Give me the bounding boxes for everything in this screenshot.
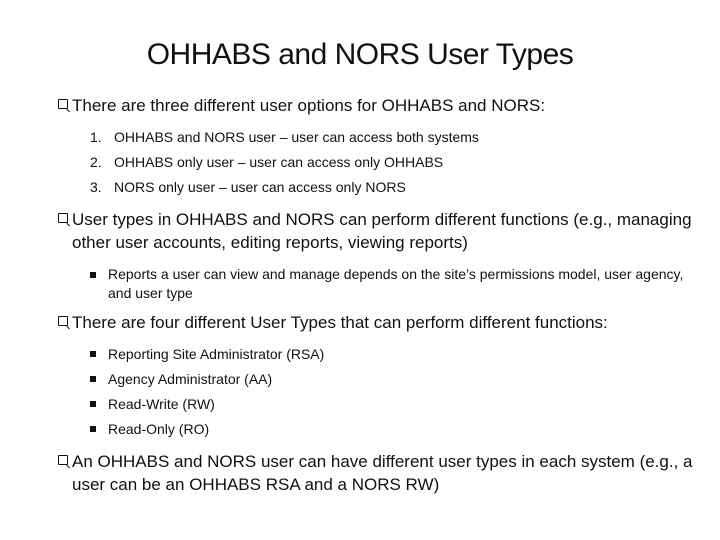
list-item-text: Reports a user can view and manage depends on the site’s permissions model, user agency, and user type <box>108 266 684 301</box>
square-bullet-icon <box>90 376 96 382</box>
bullet-text: There are three different user options for OHHABS and NORS: <box>72 96 546 115</box>
list-item-text: OHHABS only user – user can access only OHHABS <box>114 154 444 170</box>
list-item <box>90 342 698 367</box>
list-number: 2. <box>90 154 102 170</box>
list-item <box>90 367 698 392</box>
user-options-list <box>58 125 698 200</box>
functions-sublist <box>58 262 698 303</box>
square-bullet-icon <box>90 272 96 278</box>
list-item <box>90 262 698 303</box>
user-types-list <box>58 342 698 442</box>
list-item <box>90 125 698 150</box>
list-item-text: Read-Only (RO) <box>108 421 210 437</box>
bullet-multiple-user-types <box>58 450 698 496</box>
list-item-text: Read-Write (RW) <box>108 396 215 412</box>
bullet-four-user-types <box>58 311 698 334</box>
list-item-text: OHHABS and NORS user – user can access both systems <box>114 129 479 145</box>
list-item <box>90 392 698 417</box>
list-item <box>90 175 698 200</box>
list-item-text: NORS only user – user can access only NORS <box>114 179 406 195</box>
square-bullet-icon <box>90 401 96 407</box>
list-number: 3. <box>90 179 102 195</box>
list-item <box>90 150 698 175</box>
list-number: 1. <box>90 129 102 145</box>
bullet-text: An OHHABS and NORS user can have different user types in each system (e.g., a user can be an OHHABS RSA and a NORS RW) <box>72 452 693 494</box>
slide-title: OHHABS and NORS User Types <box>146 38 574 71</box>
bullet-text: There are four different User Types that can perform different functions: <box>72 313 608 332</box>
slide-content <box>58 94 698 504</box>
list-item <box>90 417 698 442</box>
list-item-text: Agency Administrator (AA) <box>108 371 273 387</box>
checkbox-bullet-icon <box>58 213 68 223</box>
checkbox-bullet-icon <box>58 455 68 465</box>
square-bullet-icon <box>90 426 96 432</box>
checkbox-bullet-icon <box>58 316 68 326</box>
bullet-text: User types in OHHABS and NORS can perform different functions (e.g., managing other user accounts, editing reports, viewing reports) <box>72 210 692 252</box>
bullet-user-options <box>58 94 698 117</box>
checkbox-bullet-icon <box>58 99 68 109</box>
bullet-user-type-functions <box>58 208 698 254</box>
list-item-text: Reporting Site Administrator (RSA) <box>108 346 325 362</box>
square-bullet-icon <box>90 351 96 357</box>
